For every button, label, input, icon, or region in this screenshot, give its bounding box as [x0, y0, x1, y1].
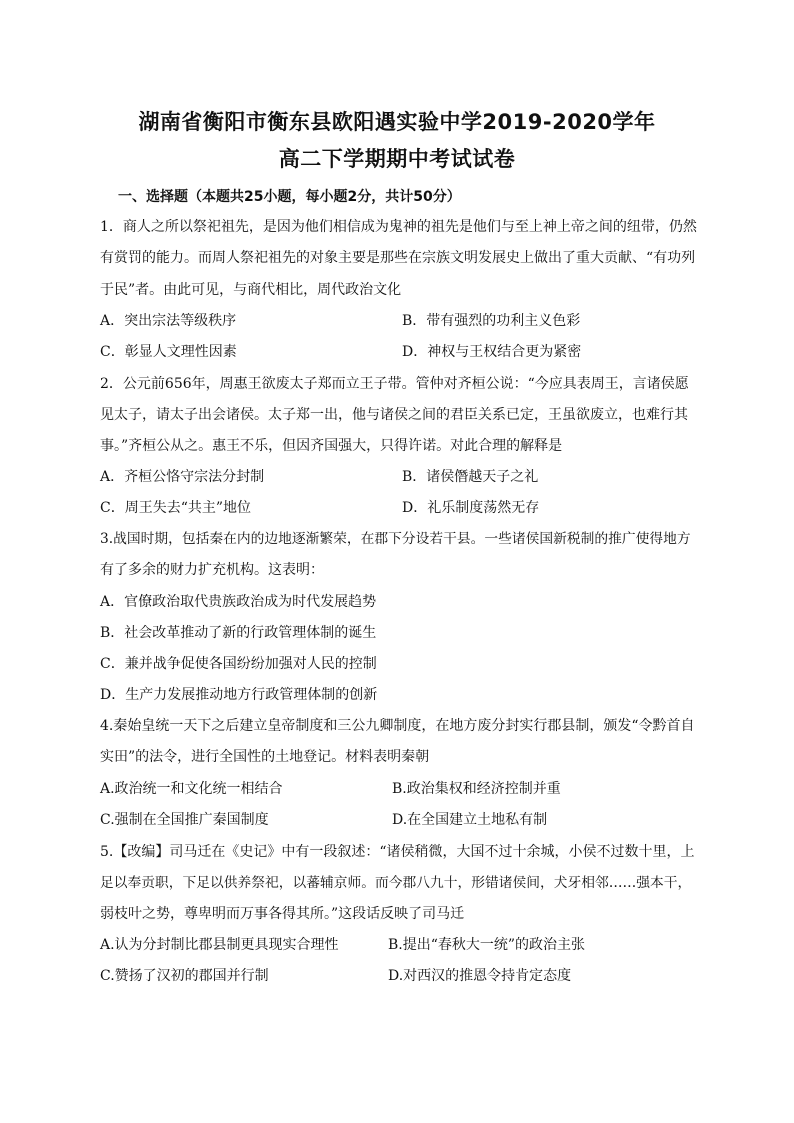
q1-stem-line2: 有赏罚的能力。而周人祭祀祖先的对象主要是那些在宗族文明发展史上做出了重大贡献、“有功列 [100, 250, 696, 266]
q5-stem-line3: 弱枝叶之势，尊卑明而万事各得其所。”这段话反映了司马迁 [100, 906, 465, 922]
q4-stem-line1: 4.秦始皇统一天下之后建立皇帝制度和三公九卿制度，在地方废分封实行郡县制，颁发“令黔首自 [100, 718, 695, 734]
q4-option-a: A.政治统一和文化统一相结合 [100, 781, 283, 797]
q2-stem-line3: 事。”齐桓公从之。惠王不乐，但因齐国强大，只得许诺。对此合理的解释是 [100, 438, 563, 454]
section-heading: 一、选择题（本题共25小题，每小题2分，共计50分） [118, 189, 461, 205]
q1-option-d: D．神权与王权结合更为紧密 [402, 344, 582, 360]
q5-option-c: C.赞扬了汉初的郡国并行制 [100, 968, 269, 984]
q2-option-c: C．周王失去“共主”地位 [100, 500, 252, 516]
q1-option-c: C．彰显人文理性因素 [100, 344, 237, 360]
q2-stem-line1: 2．公元前656年，周惠王欲废太子郑而立王子带。管仲对齐桓公说：“今应具表周王，言诸侯愿 [100, 376, 689, 392]
q4-stem-line2: 实田”的法令，进行全国性的土地登记。材料表明秦朝 [100, 749, 430, 765]
q4-option-b: B.政治集权和经济控制并重 [392, 781, 561, 797]
q4-option-c: C.强制在全国推广秦国制度 [100, 812, 269, 828]
q3-option-b: B．社会改革推动了新的行政管理体制的诞生 [100, 625, 377, 641]
q2-stem-line2: 见太子，请太子出会诸侯。太子郑一出，他与诸侯之间的君臣关系已定，王虽欲废立，也难行其 [100, 407, 688, 423]
exam-title-line1: 湖南省衡阳市衡东县欧阳遇实验中学2019-2020学年 [138, 110, 656, 134]
q1-option-b: B．带有强烈的功利主义色彩 [402, 313, 581, 329]
q3-stem-line2: 有了多余的财力扩充机构。这表明： [100, 562, 324, 578]
q3-option-a: A．官僚政治取代贵族政治成为时代发展趋势 [100, 594, 377, 610]
q5-option-d: D.对西汉的推恩令持肯定态度 [388, 968, 572, 984]
q1-stem-line1: 1．商人之所以祭祀祖先，是因为他们相信成为鬼神的祖先是他们与至上神上帝之间的纽带，仍然 [100, 219, 697, 235]
q1-stem-line3: 于民”者。由此可见，与商代相比，周代政治文化 [100, 282, 402, 298]
q2-option-a: A．齐桓公恪守宗法分封制 [100, 469, 265, 485]
q3-option-c: C．兼并战争促使各国纷纷加强对人民的控制 [100, 656, 377, 672]
q5-option-b: B.提出“春秋大一统”的政治主张 [388, 937, 586, 953]
q4-option-d: D.在全国建立土地私有制 [392, 812, 548, 828]
q3-stem-line1: 3.战国时期，包括秦在内的边地逐渐繁荣，在郡下分设若干县。一些诸侯国新税制的推广使得地方 [100, 531, 691, 547]
q2-option-d: D．礼乐制度荡然无存 [402, 500, 540, 516]
q5-stem-line2: 足以奉贡职，下足以供养祭祀，以蕃辅京师。而今郡八九十，形错诸侯间，犬牙相邻……强本干， [100, 875, 692, 891]
q3-option-d: D．生产力发展推动地方行政管理体制的创新 [100, 687, 378, 703]
q5-stem-line1: 5.【改编】司马迁在《史记》中有一段叙述：“诸侯稍微，大国不过十余城，小侯不过数十里，上 [100, 844, 695, 860]
exam-title-line2: 高二下学期期中考试试卷 [278, 147, 516, 171]
q5-option-a: A.认为分封制比郡县制更具现实合理性 [100, 937, 339, 953]
q1-option-a: A．突出宗法等级秩序 [100, 313, 237, 329]
q2-option-b: B．诸侯僭越天子之礼 [402, 469, 539, 485]
